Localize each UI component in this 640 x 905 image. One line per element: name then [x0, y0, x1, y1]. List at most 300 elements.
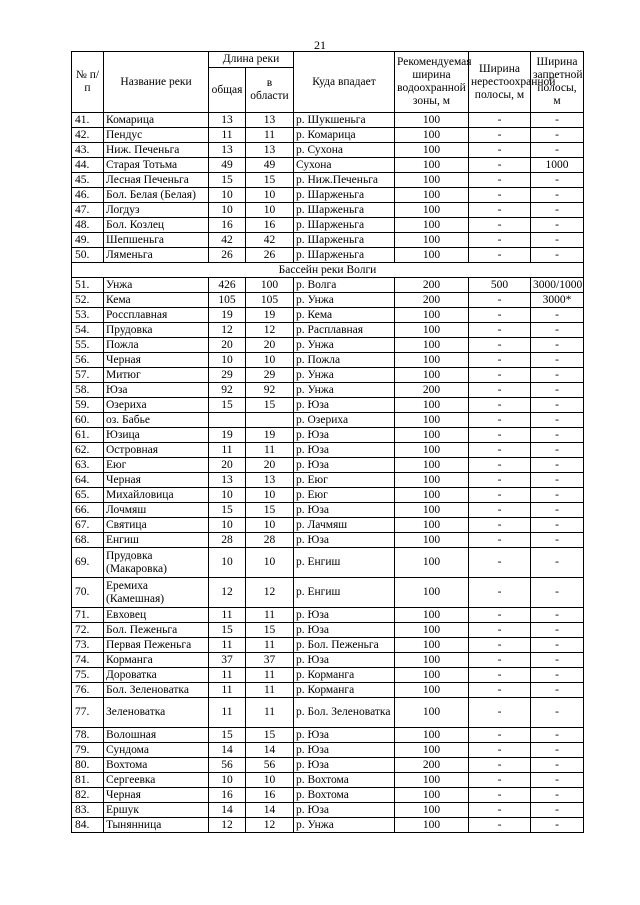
table-row: [72, 113, 584, 128]
spawn-strip-width: -: [469, 188, 531, 203]
mouth: р. Енгиш: [294, 548, 395, 578]
ban-strip-width: -: [531, 653, 584, 668]
ban-strip-width: -: [531, 818, 584, 833]
mouth: р. Ниж.Печеньга: [294, 173, 395, 188]
mouth: р. Унжа: [294, 368, 395, 383]
spawn-strip-width: -: [469, 308, 531, 323]
length-total: 11: [209, 128, 246, 143]
mouth: р. Бол. Зеленоватка: [294, 698, 395, 728]
row-number: 58.: [72, 383, 104, 398]
length-region: 56: [246, 758, 294, 773]
spawn-strip-width: -: [469, 773, 531, 788]
mouth: р. Расплавная: [294, 323, 395, 338]
length-region: 105: [246, 293, 294, 308]
mouth: р. Юза: [294, 728, 395, 743]
length-total: 15: [209, 623, 246, 638]
protect-zone-width: 100: [395, 608, 469, 623]
row-number: 83.: [72, 803, 104, 818]
row-number: 69.: [72, 548, 104, 578]
table-row: [72, 728, 584, 743]
row-number: 81.: [72, 773, 104, 788]
length-region: 20: [246, 458, 294, 473]
length-region: 15: [246, 173, 294, 188]
row-number: 66.: [72, 503, 104, 518]
row-number: 70.: [72, 578, 104, 608]
table-row: [72, 773, 584, 788]
river-name: Кема: [104, 293, 209, 308]
length-region: 26: [246, 248, 294, 263]
ban-strip-width: -: [531, 758, 584, 773]
spawn-strip-width: -: [469, 368, 531, 383]
length-region: 49: [246, 158, 294, 173]
protect-zone-width: 100: [395, 503, 469, 518]
row-number: 75.: [72, 668, 104, 683]
spawn-strip-width: -: [469, 758, 531, 773]
mouth: р. Комарица: [294, 128, 395, 143]
row-number: 80.: [72, 758, 104, 773]
length-region: 11: [246, 443, 294, 458]
row-number: 77.: [72, 698, 104, 728]
length-total: 12: [209, 323, 246, 338]
protect-zone-width: 100: [395, 323, 469, 338]
table-row: [72, 338, 584, 353]
river-name: Логдуз: [104, 203, 209, 218]
row-number: 76.: [72, 683, 104, 698]
row-number: 44.: [72, 158, 104, 173]
table-row: [72, 308, 584, 323]
protect-zone-width: 100: [395, 458, 469, 473]
mouth: р. Еюг: [294, 488, 395, 503]
river-name: Дороватка: [104, 668, 209, 683]
mouth: р. Унжа: [294, 383, 395, 398]
header-width-spawn: Ширина нерестоохранной полосы, м: [469, 52, 531, 113]
length-total: 10: [209, 548, 246, 578]
mouth: р. Юза: [294, 428, 395, 443]
length-total: 12: [209, 818, 246, 833]
table-row: [72, 623, 584, 638]
table-row: [72, 533, 584, 548]
ban-strip-width: -: [531, 233, 584, 248]
spawn-strip-width: -: [469, 683, 531, 698]
length-region: 10: [246, 548, 294, 578]
ban-strip-width: -: [531, 173, 584, 188]
row-number: 46.: [72, 188, 104, 203]
spawn-strip-width: -: [469, 458, 531, 473]
table-row: [72, 443, 584, 458]
row-number: 56.: [72, 353, 104, 368]
river-name: Островная: [104, 443, 209, 458]
ban-strip-width: -: [531, 578, 584, 608]
mouth: р. Юза: [294, 803, 395, 818]
row-number: 52.: [72, 293, 104, 308]
protect-zone-width: 100: [395, 803, 469, 818]
ban-strip-width: -: [531, 473, 584, 488]
protect-zone-width: 100: [395, 743, 469, 758]
table-row: [72, 293, 584, 308]
length-region: 19: [246, 428, 294, 443]
spawn-strip-width: -: [469, 443, 531, 458]
protect-zone-width: 200: [395, 293, 469, 308]
length-region: 12: [246, 818, 294, 833]
length-region: 10: [246, 518, 294, 533]
length-region: 15: [246, 728, 294, 743]
length-total: 11: [209, 443, 246, 458]
row-number: 60.: [72, 413, 104, 428]
ban-strip-width: -: [531, 488, 584, 503]
ban-strip-width: -: [531, 338, 584, 353]
row-number: 47.: [72, 203, 104, 218]
spawn-strip-width: -: [469, 203, 531, 218]
mouth: р. Сухона: [294, 143, 395, 158]
mouth: р. Унжа: [294, 293, 395, 308]
protect-zone-width: 100: [395, 368, 469, 383]
river-name: Прудовка: [104, 323, 209, 338]
row-number: 45.: [72, 173, 104, 188]
protect-zone-width: 100: [395, 173, 469, 188]
length-total: 15: [209, 728, 246, 743]
length-region: 10: [246, 488, 294, 503]
row-number: 43.: [72, 143, 104, 158]
table-body-sukhona: [72, 113, 584, 263]
mouth: р. Корманга: [294, 668, 395, 683]
spawn-strip-width: -: [469, 488, 531, 503]
length-total: 28: [209, 533, 246, 548]
river-name: оз. Бабье: [104, 413, 209, 428]
length-region: 11: [246, 128, 294, 143]
table-row: [72, 173, 584, 188]
protect-zone-width: 200: [395, 278, 469, 293]
protect-zone-width: 100: [395, 518, 469, 533]
table-row: [72, 458, 584, 473]
ban-strip-width: -: [531, 203, 584, 218]
length-total: 56: [209, 758, 246, 773]
mouth: р. Лачмяш: [294, 518, 395, 533]
table-row: [72, 638, 584, 653]
mouth: р. Еюг: [294, 473, 395, 488]
spawn-strip-width: -: [469, 428, 531, 443]
length-total: 10: [209, 518, 246, 533]
spawn-strip-width: -: [469, 788, 531, 803]
protect-zone-width: 100: [395, 353, 469, 368]
length-region: 19: [246, 308, 294, 323]
mouth: р. Шарженьга: [294, 188, 395, 203]
mouth: р. Юза: [294, 623, 395, 638]
spawn-strip-width: -: [469, 818, 531, 833]
ban-strip-width: -: [531, 518, 584, 533]
protect-zone-width: 100: [395, 413, 469, 428]
spawn-strip-width: -: [469, 398, 531, 413]
river-name: Еюг: [104, 458, 209, 473]
table-row: [72, 473, 584, 488]
length-total: 11: [209, 698, 246, 728]
river-name: Енгиш: [104, 533, 209, 548]
protect-zone-width: 100: [395, 338, 469, 353]
ban-strip-width: -: [531, 668, 584, 683]
river-name: Ляменьга: [104, 248, 209, 263]
river-name: Лесная Печеньга: [104, 173, 209, 188]
protect-zone-width: 100: [395, 728, 469, 743]
ban-strip-width: -: [531, 623, 584, 638]
row-number: 84.: [72, 818, 104, 833]
ban-strip-width: -: [531, 308, 584, 323]
ban-strip-width: -: [531, 323, 584, 338]
length-total: 42: [209, 233, 246, 248]
river-name: Черная: [104, 473, 209, 488]
protect-zone-width: 100: [395, 788, 469, 803]
length-total: 29: [209, 368, 246, 383]
spawn-strip-width: -: [469, 503, 531, 518]
protect-zone-width: 100: [395, 473, 469, 488]
length-total: 15: [209, 503, 246, 518]
row-number: 49.: [72, 233, 104, 248]
length-region: 11: [246, 698, 294, 728]
ban-strip-width: -: [531, 803, 584, 818]
table-row: [72, 188, 584, 203]
row-number: 68.: [72, 533, 104, 548]
length-region: 42: [246, 233, 294, 248]
length-total: 426: [209, 278, 246, 293]
protect-zone-width: 100: [395, 218, 469, 233]
length-total: 12: [209, 578, 246, 608]
length-region: 16: [246, 218, 294, 233]
length-total: 20: [209, 458, 246, 473]
length-region: 11: [246, 638, 294, 653]
length-total: 19: [209, 428, 246, 443]
table-row: [72, 203, 584, 218]
mouth: р. Юза: [294, 758, 395, 773]
protect-zone-width: 100: [395, 533, 469, 548]
spawn-strip-width: -: [469, 473, 531, 488]
length-total: 13: [209, 113, 246, 128]
ban-strip-width: -: [531, 218, 584, 233]
spawn-strip-width: -: [469, 383, 531, 398]
length-region: 13: [246, 113, 294, 128]
protect-zone-width: 100: [395, 158, 469, 173]
protect-zone-width: 100: [395, 653, 469, 668]
table-row: [72, 683, 584, 698]
ban-strip-width: -: [531, 698, 584, 728]
river-name: Первая Пеженьга: [104, 638, 209, 653]
header-num: № п/п: [72, 52, 104, 113]
rivers-table: [71, 51, 584, 833]
table-row: [72, 368, 584, 383]
protect-zone-width: 100: [395, 308, 469, 323]
length-total: 14: [209, 803, 246, 818]
ban-strip-width: -: [531, 608, 584, 623]
mouth: р. Юза: [294, 443, 395, 458]
table-row: [72, 788, 584, 803]
spawn-strip-width: -: [469, 803, 531, 818]
table-row: [72, 428, 584, 443]
spawn-strip-width: -: [469, 173, 531, 188]
length-region: 92: [246, 383, 294, 398]
protect-zone-width: 100: [395, 578, 469, 608]
row-number: 48.: [72, 218, 104, 233]
spawn-strip-width: -: [469, 353, 531, 368]
row-number: 78.: [72, 728, 104, 743]
ban-strip-width: -: [531, 743, 584, 758]
protect-zone-width: 100: [395, 203, 469, 218]
protect-zone-width: 100: [395, 128, 469, 143]
row-number: 67.: [72, 518, 104, 533]
length-region: 10: [246, 203, 294, 218]
row-number: 65.: [72, 488, 104, 503]
header-width-protect: Рекомендуемая ширина водоохранной зоны, м: [395, 52, 469, 113]
protect-zone-width: 100: [395, 143, 469, 158]
ban-strip-width: -: [531, 353, 584, 368]
river-name: Тынянница: [104, 818, 209, 833]
protect-zone-width: 100: [395, 548, 469, 578]
spawn-strip-width: -: [469, 548, 531, 578]
spawn-strip-width: -: [469, 338, 531, 353]
length-region: 20: [246, 338, 294, 353]
river-name: Унжа: [104, 278, 209, 293]
row-number: 74.: [72, 653, 104, 668]
mouth: р. Юза: [294, 653, 395, 668]
spawn-strip-width: -: [469, 653, 531, 668]
table-row: [72, 803, 584, 818]
length-region: 37: [246, 653, 294, 668]
protect-zone-width: 100: [395, 683, 469, 698]
mouth: р. Юза: [294, 503, 395, 518]
row-number: 42.: [72, 128, 104, 143]
spawn-strip-width: -: [469, 698, 531, 728]
mouth: р. Пожла: [294, 353, 395, 368]
river-name: Евховец: [104, 608, 209, 623]
protect-zone-width: 100: [395, 773, 469, 788]
mouth: р. Унжа: [294, 338, 395, 353]
table-row: [72, 818, 584, 833]
ban-strip-width: -: [531, 248, 584, 263]
ban-strip-width: -: [531, 143, 584, 158]
row-number: 41.: [72, 113, 104, 128]
ban-strip-width: -: [531, 458, 584, 473]
river-name: Лочмяш: [104, 503, 209, 518]
table-row: [72, 158, 584, 173]
mouth: Сухона: [294, 158, 395, 173]
header-mouth: Куда впадает: [294, 52, 395, 113]
spawn-strip-width: -: [469, 293, 531, 308]
river-name: Прудовка (Макаровка): [104, 548, 209, 578]
protect-zone-width: 100: [395, 248, 469, 263]
ban-strip-width: -: [531, 638, 584, 653]
ban-strip-width: -: [531, 368, 584, 383]
table-row: [72, 548, 584, 578]
protect-zone-width: 100: [395, 398, 469, 413]
table-row: [72, 323, 584, 338]
length-region: 10: [246, 353, 294, 368]
mouth: р. Вохтома: [294, 788, 395, 803]
river-name: Юзица: [104, 428, 209, 443]
spawn-strip-width: -: [469, 128, 531, 143]
table-row: [72, 383, 584, 398]
spawn-strip-width: -: [469, 728, 531, 743]
row-number: 64.: [72, 473, 104, 488]
spawn-strip-width: -: [469, 623, 531, 638]
river-name: Зеленоватка: [104, 698, 209, 728]
river-name: Ершук: [104, 803, 209, 818]
length-total: 19: [209, 308, 246, 323]
mouth: р. Унжа: [294, 818, 395, 833]
protect-zone-width: 100: [395, 668, 469, 683]
river-name: Пендус: [104, 128, 209, 143]
length-region: 15: [246, 623, 294, 638]
length-total: 20: [209, 338, 246, 353]
river-name: Черная: [104, 353, 209, 368]
length-region: 12: [246, 578, 294, 608]
length-total: 26: [209, 248, 246, 263]
length-region: 100: [246, 278, 294, 293]
row-number: 57.: [72, 368, 104, 383]
length-region: 16: [246, 788, 294, 803]
mouth: р. Корманга: [294, 683, 395, 698]
row-number: 54.: [72, 323, 104, 338]
length-total: 10: [209, 773, 246, 788]
table-row: [72, 518, 584, 533]
section-volga: [72, 263, 584, 278]
spawn-strip-width: -: [469, 578, 531, 608]
table-row: [72, 413, 584, 428]
length-region: 13: [246, 143, 294, 158]
river-name: Бол. Зеленоватка: [104, 683, 209, 698]
row-number: 73.: [72, 638, 104, 653]
table-row: [72, 653, 584, 668]
ban-strip-width: -: [531, 413, 584, 428]
mouth: р. Шарженьга: [294, 203, 395, 218]
table-row: [72, 668, 584, 683]
table-row: [72, 743, 584, 758]
length-total: 105: [209, 293, 246, 308]
length-total: 16: [209, 218, 246, 233]
spawn-strip-width: -: [469, 323, 531, 338]
length-total: 49: [209, 158, 246, 173]
length-region: 10: [246, 188, 294, 203]
table-row: [72, 398, 584, 413]
ban-strip-width: -: [531, 428, 584, 443]
ban-strip-width: -: [531, 728, 584, 743]
length-total: 14: [209, 743, 246, 758]
length-total: 10: [209, 188, 246, 203]
ban-strip-width: 3000/1000: [531, 278, 584, 293]
ban-strip-width: -: [531, 443, 584, 458]
river-name: Бол. Белая (Белая): [104, 188, 209, 203]
row-number: 72.: [72, 623, 104, 638]
ban-strip-width: -: [531, 773, 584, 788]
spawn-strip-width: -: [469, 113, 531, 128]
mouth: р. Шарженьга: [294, 248, 395, 263]
spawn-strip-width: -: [469, 143, 531, 158]
table-row: [72, 233, 584, 248]
river-name: Сергеевка: [104, 773, 209, 788]
protect-zone-width: 100: [395, 113, 469, 128]
ban-strip-width: 3000*: [531, 293, 584, 308]
river-name: Михайловица: [104, 488, 209, 503]
table-row: [72, 218, 584, 233]
mouth: р. Шарженьга: [294, 233, 395, 248]
ban-strip-width: -: [531, 683, 584, 698]
river-name: Митюг: [104, 368, 209, 383]
length-total: 11: [209, 638, 246, 653]
length-total: 11: [209, 668, 246, 683]
ban-strip-width: -: [531, 188, 584, 203]
row-number: 62.: [72, 443, 104, 458]
table-row: [72, 248, 584, 263]
length-region: [246, 413, 294, 428]
row-number: 79.: [72, 743, 104, 758]
mouth: р. Бол. Пеженьга: [294, 638, 395, 653]
spawn-strip-width: -: [469, 668, 531, 683]
mouth: р. Шукшеньга: [294, 113, 395, 128]
